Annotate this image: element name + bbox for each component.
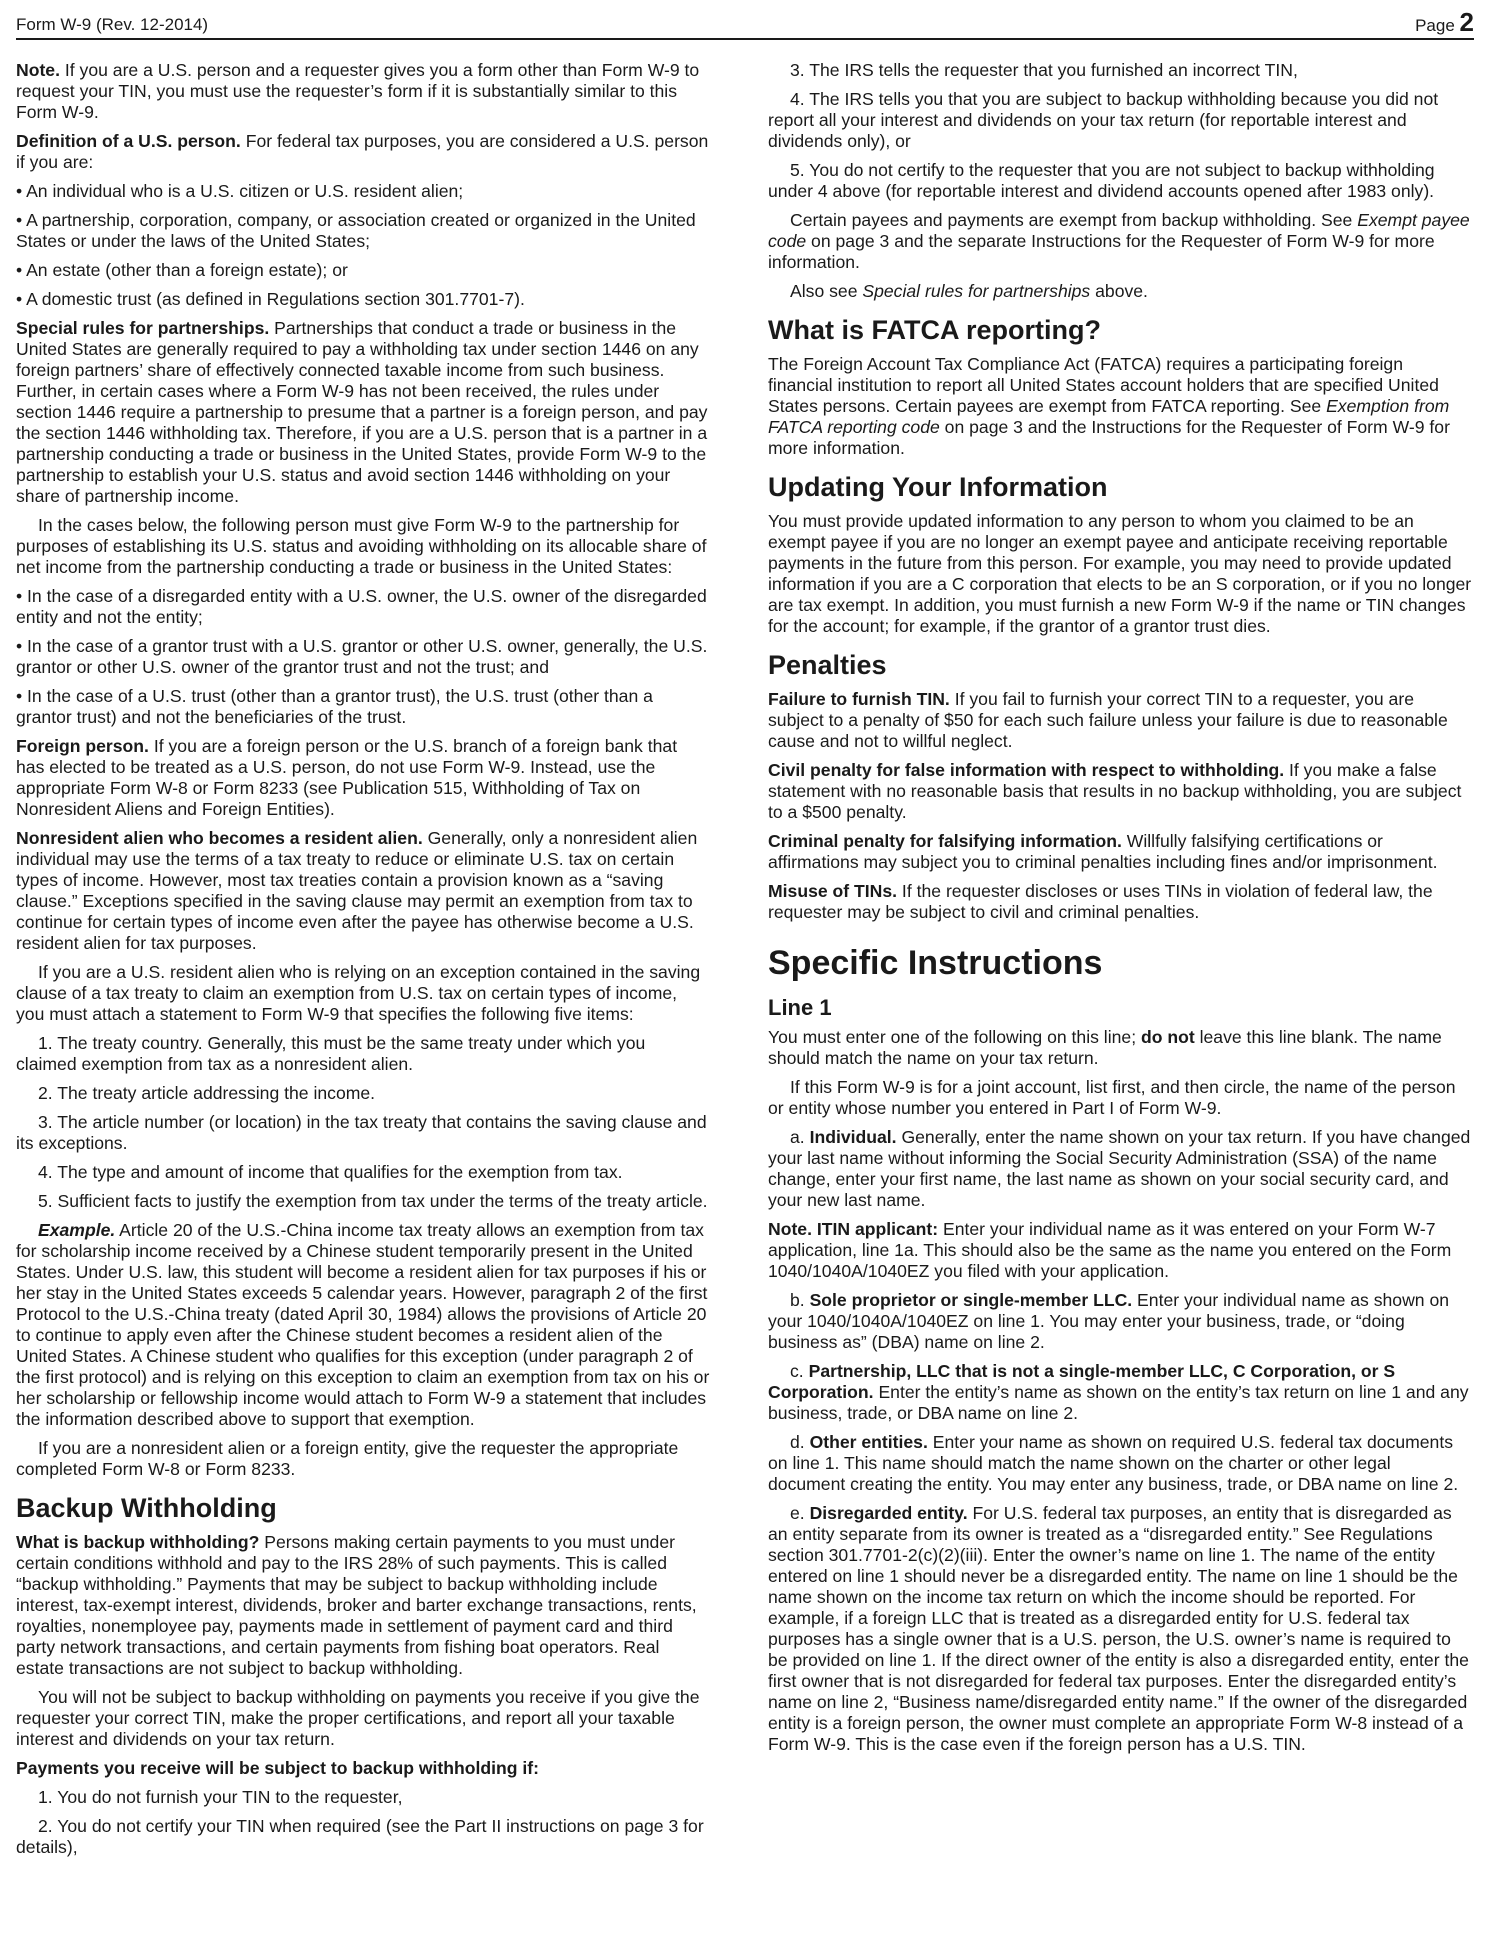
foreign-person-paragraph <box>16 736 710 820</box>
itin-paragraph: Note. ITIN applicant: Enter your individual name as it was entered on your Form W-7 application, line 1a. This should also be the same as the name you entered on the Form 1040/1040A/1040EZ you filed with your application. <box>768 1219 1452 1281</box>
also-see-paragraph: Also see Special rules for partnerships above. <box>790 281 1148 301</box>
treaty-item: 1. The treaty country. Generally, this must be the same treaty under which you claimed exemption from tax as a nonresident alien. <box>16 1033 646 1074</box>
nonresident-text: Generally, only a nonresident alien individual may use the terms of a tax treaty to reduce or eliminate U.S. tax on certain types of income. However, most tax treaties contain a provision known as a “saving clause.” Exceptions specified in the saving clause may permit an exemption from tax to continue for certain types of income even after the payee has otherwise become a U.S. resident alien for tax purposes. <box>16 828 698 953</box>
foreign-person-lead: Foreign person. <box>16 736 149 756</box>
what-is-backup-text: Persons making certain payments to you must under certain conditions withhold and pay to the IRS 28% of such payments. This is called “backup withholding.” Payments that may be subject to backup withholding include interest, tax-exempt interest, dividends, broker and barter exchange transactions, rents, royalties, nonemployee pay, payments made in settlement of payment card and third party network transactions, and certain payments from fishing boat operators. Real estate transactions are not subject to backup withholding. <box>16 1532 697 1678</box>
special-rules-text: Partnerships that conduct a trade or business in the United States are generally required to pay a withholding tax under section 1446 on any foreign partners’ share of effectively connected taxable income from such business. Further, in certain cases where a Form W-9 has not been received, the rules under section 1446 require a partnership to presume that a partner is a foreign person, and pay the section 1446 withholding tax. Therefore, if you are a U.S. person that is a partner in a partnership conducting a trade or business in the United States, provide Form W-9 to the partnership to establish your U.S. status and avoid section 1446 withholding on your share of partnership income. <box>16 318 708 506</box>
note-text: If you are a U.S. person and a requester gives you a form other than Form W-9 to request your TIN, you must use the requester’s form if it is substantially similar to this Form W-9. <box>16 60 700 122</box>
backup-item: 2. You do not certify your TIN when required (see the Part II instructions on page 3 for details), <box>16 1816 704 1857</box>
right-column <box>768 60 1472 1763</box>
penalties-heading: Penalties <box>768 650 887 680</box>
us-person-bullet: • An estate (other than a foreign estate); or <box>16 260 348 280</box>
updating-paragraph: You must provide updated information to any person to whom you claimed to be an exempt payee if you are no longer an exempt payee and anticipate receiving reportable payments in the future from this person. For example, you may need to provide updated information if you are a C corporation that elects to be an S corporation, or if you no longer are tax exempt. In addition, you must furnish a new Form W-9 if the name or TIN changes for the account; for example, if the grantor of a grantor trust dies. <box>768 511 1472 636</box>
partnership-lead: Partnership, LLC that is not a single-member LLC, C Corporation, or S Corporation. <box>768 1361 1396 1402</box>
special-rules-paragraph <box>16 318 710 507</box>
special-rules-lead: Special rules for partnerships. <box>16 318 270 338</box>
foreign-person-text: If you are a foreign person or the U.S. branch of a foreign bank that has elected to be treated as a U.S. person, do not use Form W-9. Instead, use the appropriate Form W-8 or Form 8233 (see Publication 515, Withholding of Tax on Nonresident Aliens and Foreign Entities). <box>16 736 678 819</box>
page-label: Page <box>1415 16 1455 35</box>
us-person-bullet: • An individual who is a U.S. citizen or U.S. resident alien; <box>16 181 464 201</box>
exempt-payee-code-ref: Exempt payee code <box>768 210 1470 251</box>
what-is-backup-lead: What is backup withholding? <box>16 1532 260 1552</box>
nonresident-paragraph <box>16 828 710 954</box>
disregarded-entity-lead: Disregarded entity. <box>809 1503 968 1523</box>
line1-paragraph: You must enter one of the following on this line; do not leave this line blank. The name should match the name on your tax return. <box>768 1027 1442 1068</box>
sole-proprietor-lead: Sole proprietor or single-member LLC. <box>809 1290 1133 1310</box>
fatca-heading: What is FATCA reporting? <box>768 315 1101 345</box>
other-entities-lead: Other entities. <box>809 1432 928 1452</box>
payments-subject-lead: Payments you receive will be subject to backup withholding if: <box>16 1758 540 1778</box>
do-not-emphasis: do not <box>1140 1027 1195 1047</box>
specific-instructions-heading: Specific Instructions <box>768 944 1103 982</box>
partnership-paragraph: c. Partnership, LLC that is not a single-member LLC, C Corporation, or S Corporation. Enter the entity’s name as shown on the entity’s tax return on line 1 and any business, trade, or DBA name on line 2. <box>768 1361 1469 1423</box>
note-lead: Note. <box>16 60 60 80</box>
cases-intro: In the cases below, the following person must give Form W-9 to the partnership for purposes of establishing its U.S. status and avoiding withholding on its allocable share of net income from the partnership conducting a trade or business in the United States: <box>16 515 707 577</box>
other-entities-paragraph: d. Other entities. Enter your name as shown on required U.S. federal tax documents on line 1. This name should match the name shown on the charter or other legal document creating the entity. You may enter any business, trade, or DBA name on line 2. <box>768 1432 1459 1494</box>
treaty-item: 2. The treaty article addressing the income. <box>38 1083 376 1103</box>
nonresident-lead: Nonresident alien who becomes a resident alien. <box>16 828 423 848</box>
example-text: Article 20 of the U.S.-China income tax treaty allows an exemption from tax for scholarship income received by a Chinese student temporarily present in the United States. Under U.S. law, this student will become a resident alien for tax purposes if his or her stay in the United States exceeds 5 calendar years. However, paragraph 2 of the first Protocol to the U.S.-China treaty (dated April 30, 1984) allows the provisions of Article 20 to continue to apply even after the Chinese student becomes a resident alien of the United States. A Chinese student who qualifies for this exception (under paragraph 2 of the first protocol) and is relying on this exception to claim an exemption from tax on his or her scholarship or fellowship income would attach to Form W-9 a statement that includes the information described above to support that exemption. <box>16 1220 710 1429</box>
treaty-intro: If you are a U.S. resident alien who is relying on an exception contained in the saving clause of a tax treaty to claim an exemption from U.S. tax on certain types of income, you must attach a statement to Form W-9 that specifies the following five items: <box>16 962 701 1024</box>
page-number: 2 <box>1459 7 1474 37</box>
backup-item: 5. You do not certify to the requester that you are not subject to backup withholding under 4 above (for reportable interest and dividend accounts opened after 1983 only). <box>768 160 1435 201</box>
treaty-item: 5. Sufficient facts to justify the exemption from tax under the terms of the treaty article. <box>38 1191 708 1211</box>
nonresident-entity-paragraph: If you are a nonresident alien or a foreign entity, give the requester the appropriate completed Form W-8 or Form 8233. <box>16 1438 679 1479</box>
failure-to-furnish-lead: Failure to furnish TIN. <box>768 689 950 709</box>
example-paragraph <box>16 1220 710 1430</box>
sole-proprietor-paragraph: b. Sole proprietor or single-member LLC. Enter your individual name as shown on your 1040/1040A/1040EZ on line 1. You may enter your business, trade, or “doing business as” (DBA) name on line 2. <box>768 1290 1450 1352</box>
definition-text: For federal tax purposes, you are considered a U.S. person if you are: <box>16 131 709 172</box>
us-person-bullet: • A partnership, corporation, company, or association created or organized in the United States or under the laws of the United States; <box>16 210 696 251</box>
individual-paragraph: a. Individual. Generally, enter the name shown on your tax return. If you have changed your last name without informing the Social Security Administration (SSA) of the name change, enter your first name, the last name as shown on your social security card, and your new last name. <box>768 1127 1471 1210</box>
us-person-bullet: • A domestic trust (as defined in Regulations section 301.7701-7). <box>16 289 525 309</box>
updating-heading: Updating Your Information <box>768 472 1108 502</box>
backup-item: 3. The IRS tells the requester that you furnished an incorrect TIN, <box>790 60 1298 80</box>
page-header <box>16 7 1474 40</box>
cases-bullet: • In the case of a disregarded entity with a U.S. owner, the U.S. owner of the disregarded entity and not the entity; <box>16 586 707 627</box>
special-rules-ref: Special rules for partnerships <box>862 281 1091 301</box>
form-id: Form W-9 (Rev. 12-2014) <box>16 15 209 34</box>
misuse-lead: Misuse of TINs. <box>768 881 898 901</box>
individual-lead: Individual. <box>809 1127 897 1147</box>
criminal-penalty-paragraph: Criminal penalty for falsifying information. Willfully falsifying certifications or affirmations may subject you to criminal penalties including fines and/or imprisonment. <box>768 831 1438 872</box>
backup-item: 4. The IRS tells you that you are subject to backup withholding because you did not report all your interest and dividends on your tax return (for reportable interest and dividends only), or <box>768 89 1439 151</box>
cases-bullet: • In the case of a U.S. trust (other than a grantor trust), the U.S. trust (other than a grantor trust) and not the beneficiaries of the trust. <box>16 686 653 727</box>
left-column <box>16 60 710 1866</box>
backup-item: 1. You do not furnish your TIN to the requester, <box>38 1787 403 1807</box>
failure-to-furnish-paragraph: Failure to furnish TIN. If you fail to furnish your correct TIN to a requester, you are subject to a penalty of $50 for each such failure unless your failure is due to reasonable cause and not to willful neglect. <box>768 689 1448 751</box>
backup-withholding-heading: Backup Withholding <box>16 1493 277 1523</box>
fatca-code-ref: Exemption from FATCA reporting code <box>768 396 1450 437</box>
page-number-label <box>1415 7 1474 37</box>
fatca-paragraph: The Foreign Account Tax Compliance Act (FATCA) requires a participating foreign financial institution to report all United States account holders that are specified United States persons. Certain payees are exempt from FATCA reporting. See Exemption from FATCA reporting code on page 3 and the Instructions for the Requester of Form W-9 for more information. <box>768 354 1450 458</box>
disregarded-entity-paragraph: e. Disregarded entity. For U.S. federal tax purposes, an entity that is disregarded as an entity separate from its owner is treated as a “disregarded entity.” See Regulations section 301.7701-2(c)(2)(iii). Enter the owner’s name on line 1. The name of the entity entered on line 1 should never be a disregarded entity. The name on line 1 should be the name shown on the income tax return on which the income should be reported. For example, if a foreign LLC that is treated as a disregarded entity for U.S. federal tax purposes has a single owner that is a U.S. person, the U.S. owner’s name is required to be provided on line 1. If the direct owner of the entity is also a disregarded entity, enter the first owner that is not disregarded for federal tax purposes. Enter the disregarded entity’s name on line 2, “Business name/disregarded entity name.” If the owner of the disregarded entity is a foreign person, the owner must complete an appropriate Form W-8 instead of a Form W-9. This is the case even if the foreign person has a U.S. TIN. <box>768 1503 1469 1754</box>
definition-lead: Definition of a U.S. person. <box>16 131 241 151</box>
line1-heading: Line 1 <box>768 995 832 1020</box>
civil-penalty-paragraph: Civil penalty for false information with respect to withholding. If you make a false statement with no reasonable basis that results in no backup withholding, you are subject to a $500 penalty. <box>768 760 1462 822</box>
not-subject-paragraph: You will not be subject to backup withholding on payments you receive if you give the requester your correct TIN, make the proper certifications, and report all your taxable interest and dividends on your tax return. <box>16 1687 700 1749</box>
criminal-penalty-lead: Criminal penalty for falsifying information. <box>768 831 1122 851</box>
what-is-backup-paragraph <box>16 1532 710 1679</box>
example-lead: Example. <box>38 1220 116 1240</box>
note-paragraph <box>16 60 710 123</box>
treaty-item: 3. The article number (or location) in the tax treaty that contains the saving clause and its exceptions. <box>16 1112 707 1153</box>
misuse-paragraph: Misuse of TINs. If the requester discloses or uses TINs in violation of federal law, the requester may be subject to civil and criminal penalties. <box>768 881 1433 922</box>
treaty-item: 4. The type and amount of income that qualifies for the exemption from tax. <box>38 1162 623 1182</box>
civil-penalty-lead: Civil penalty for false information with respect to withholding. <box>768 760 1285 780</box>
cases-bullet: • In the case of a grantor trust with a U.S. grantor or other U.S. owner, generally, the U.S. grantor or other U.S. owner of the grantor trust and not the trust; and <box>16 636 708 677</box>
joint-account-paragraph: If this Form W-9 is for a joint account, list first, and then circle, the name of the person or entity whose number you entered in Part I of Form W-9. <box>768 1077 1456 1118</box>
exempt-payees-paragraph: Certain payees and payments are exempt from backup withholding. See Exempt payee code on page 3 and the separate Instructions for the Requester of Form W-9 for more information. <box>768 210 1470 272</box>
definition-paragraph <box>16 131 710 173</box>
payments-subject-paragraph <box>16 1758 710 1779</box>
itin-lead: Note. ITIN applicant: <box>768 1219 939 1239</box>
